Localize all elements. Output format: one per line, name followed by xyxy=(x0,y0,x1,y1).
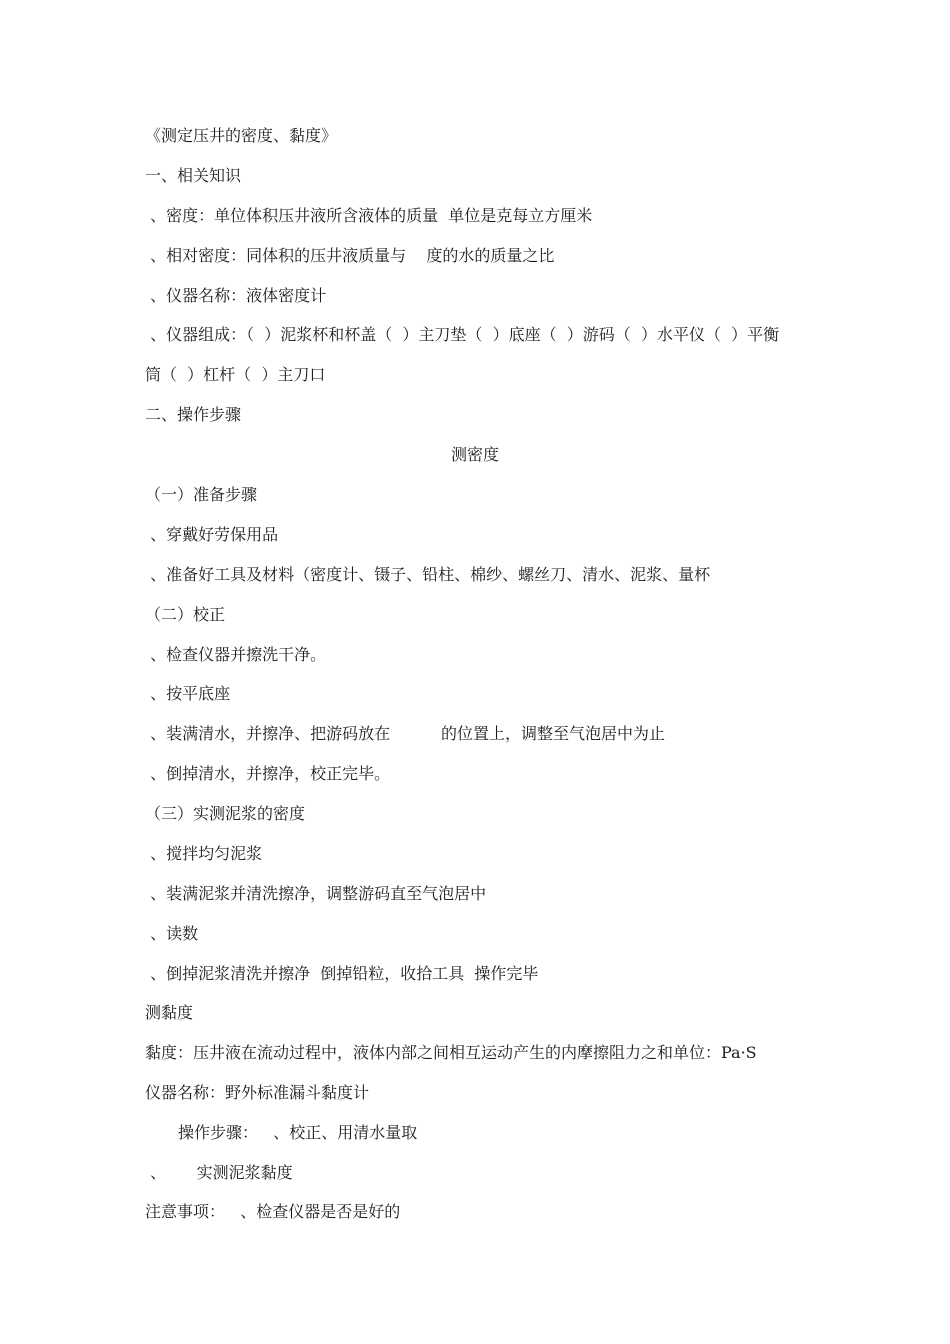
knowledge-item-density: 、密度：单位体积压井液所含液体的质量 单位是克每立方厘米 xyxy=(145,206,593,225)
notes: 注意事项： 、检查仪器是否是好的 xyxy=(145,1202,401,1221)
measure-step-4: 、倒掉泥浆清洗并擦净 倒掉铅粒，收拾工具 操作完毕 xyxy=(145,964,539,983)
viscosity-instrument: 仪器名称：野外标准漏斗黏度计 xyxy=(145,1083,370,1102)
measure-heading: （三）实测泥浆的密度 xyxy=(145,804,306,823)
viscosity-steps: 操作步骤： 、校正、用清水量取 xyxy=(178,1123,418,1142)
prep-heading: （一）准备步骤 xyxy=(145,485,258,504)
document-title: 《测定压井的密度、黏度》 xyxy=(145,126,338,145)
prep-step-1: 、穿戴好劳保用品 xyxy=(145,525,279,544)
calibration-step-3: 、装满清水，并擦净、把游码放在 的位置上，调整至气泡居中为止 xyxy=(145,724,665,743)
section-heading-knowledge: 一、相关知识 xyxy=(145,166,242,185)
knowledge-item-relative-density: 、相对密度：同体积的压井液质量与 度的水的质量之比 xyxy=(145,246,555,265)
knowledge-item-instrument-name: 、仪器名称：液体密度计 xyxy=(145,286,327,305)
section-heading-steps: 二、操作步骤 xyxy=(145,405,242,424)
calibration-step-2: 、按平底座 xyxy=(145,684,231,703)
viscosity-definition: 黏度：压井液在流动过程中，液体内部之间相互运动产生的内摩擦阻力之和单位：Pa·S xyxy=(145,1043,757,1062)
calibration-step-1: 、检查仪器并擦洗干净。 xyxy=(145,645,327,664)
calibration-heading: （二）校正 xyxy=(145,605,226,624)
measure-step-3: 、读数 xyxy=(145,924,199,943)
density-heading: 测密度 xyxy=(450,445,499,464)
measure-step-2: 、装满泥浆并清洗擦净，调整游码直至气泡居中 xyxy=(145,884,487,903)
calibration-step-4: 、倒掉清水，并擦净，校正完毕。 xyxy=(145,764,391,783)
viscosity-heading: 测黏度 xyxy=(145,1003,194,1022)
measure-step-1: 、搅拌均匀泥浆 xyxy=(145,844,263,863)
prep-step-2: 、准备好工具及材料（密度计、镊子、铅柱、棉纱、螺丝刀、清水、泥浆、量杯 xyxy=(145,565,711,584)
knowledge-item-instrument-parts-cont: 筒（ ）杠杆（ ）主刀口 xyxy=(145,365,326,384)
knowledge-item-instrument-parts: 、仪器组成：（ ）泥浆杯和杯盖（ ）主刀垫（ ）底座（ ）游码（ ）水平仪（ ）平衡 xyxy=(145,325,780,344)
viscosity-steps-2: 、 实测泥浆黏度 xyxy=(145,1163,293,1182)
